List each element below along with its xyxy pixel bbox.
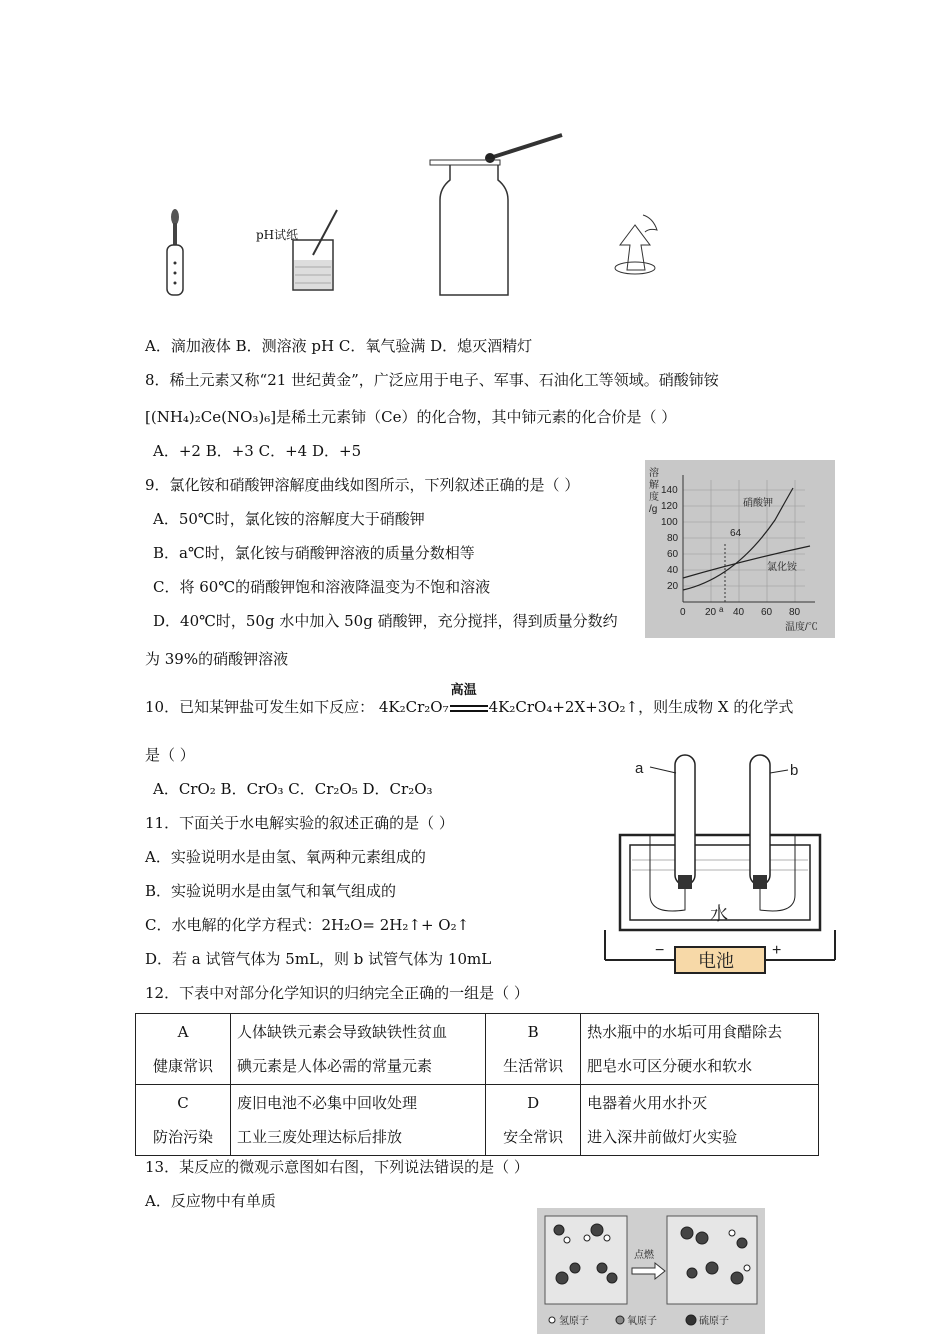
table-row — [136, 1014, 819, 1085]
cell-line: 人体缺铁元素会导致缺铁性贫血 — [237, 1023, 448, 1041]
cell-line: 废旧电池不必集中回收处理 — [237, 1094, 418, 1112]
q10-stem-end: ，则生成物 X 的化学式 — [638, 698, 794, 716]
ph-paper-label: pH试纸 — [256, 228, 299, 242]
q10-products: 4K₂CrO₄+2X+3O₂↑ — [488, 698, 639, 716]
arrow-condition: 点燃 — [634, 1250, 654, 1261]
water-label: 水 — [710, 904, 728, 924]
xtick: 60 — [761, 607, 773, 618]
q12-stem: 12．下表中对部分化学知识的归纳完全正确的一组是（ ） — [145, 984, 529, 1002]
q10-condition-wrap — [449, 683, 489, 717]
cell-category: 安全常识 — [503, 1128, 564, 1146]
cell-category: 健康常识 — [152, 1057, 213, 1075]
equals-sign — [450, 705, 488, 712]
q11-option-b: B．实验说明水是由氢气和氧气组成的 — [145, 882, 397, 900]
table-cell — [581, 1014, 819, 1085]
cell-line: 碘元素是人体必需的常量元素 — [237, 1057, 433, 1075]
reaction-diagram — [537, 1208, 765, 1334]
cell-key: C — [177, 1094, 189, 1112]
electrolysis-figure — [600, 745, 840, 975]
legend-oxygen: 氧原子 — [627, 1316, 657, 1327]
legend-sulfur: 硫原子 — [699, 1316, 729, 1327]
q9-stem: 9．氯化铵和硝酸钾溶解度曲线如图所示，下列叙述正确的是（ ） — [145, 476, 580, 494]
battery-label: 电池 — [698, 951, 734, 971]
q9-option-d-line2: 为 39%的硝酸钾溶液 — [145, 650, 289, 668]
table-cell — [136, 1085, 231, 1156]
cell-line: 肥皂水可区分硬水和软水 — [587, 1057, 753, 1075]
alcohol-lamp-figure — [605, 210, 665, 280]
q8-stem-rest: 是稀土元素铈（Ce）的化合物，其中铈元素的化合价是（ ） — [276, 408, 677, 426]
q10-reactant: 4K₂Cr₂O₇ — [378, 698, 449, 716]
q11-option-d: D．若 a 试管气体为 5mL，则 b 试管气体为 10mL — [145, 950, 492, 968]
ytick: 120 — [661, 501, 678, 512]
x-axis-label: 温度/℃ — [785, 622, 818, 633]
xtick: 0 — [680, 607, 686, 618]
solubility-graph — [645, 460, 835, 638]
q11-stem: 11．下面关于水电解实验的叙述正确的是（ ） — [145, 814, 454, 832]
beaker-figure — [285, 205, 345, 295]
table-cell — [486, 1085, 581, 1156]
q9-option-a: A．50℃时，氯化铵的溶解度大于硝酸钾 — [153, 510, 425, 528]
q8-options: A．+2 B．+3 C．+4 D．+5 — [153, 442, 362, 460]
label-a: a — [635, 760, 644, 777]
y-axis-label: 解 — [649, 480, 659, 491]
cell-line: 进入深井前做灯火实验 — [587, 1128, 738, 1146]
ytick: 80 — [667, 533, 679, 544]
q10-stem — [145, 683, 794, 717]
xtick: 20 — [705, 607, 717, 618]
curve-label-kno3: 硝酸钾 — [743, 498, 773, 509]
legend-hydrogen: 氢原子 — [559, 1316, 589, 1327]
table-cell — [486, 1014, 581, 1085]
ytick: 60 — [667, 549, 679, 560]
cell-line: 热水瓶中的水垢可用食醋除去 — [587, 1023, 783, 1041]
cell-category: 防治污染 — [152, 1128, 213, 1146]
dropper-figure — [155, 205, 195, 300]
cell-line: 工业三废处理达标后排放 — [237, 1128, 403, 1146]
y-axis-label: 溶 — [649, 468, 659, 479]
xtick: 80 — [789, 607, 801, 618]
ytick: 140 — [661, 485, 678, 496]
q10-stem-start: 10．已知某钾盐可发生如下反应： — [145, 698, 375, 716]
q7-options: A．滴加液体 B．测溶液 pH C．氧气验满 D．熄灭酒精灯 — [145, 337, 533, 355]
legend-oxygen-marker — [616, 1316, 624, 1324]
ytick: 100 — [661, 517, 678, 528]
table-cell — [231, 1014, 486, 1085]
ytick: 40 — [667, 565, 679, 576]
q11-option-a: A．实验说明水是由氢、氧两种元素组成的 — [145, 848, 426, 866]
point-label: 64 — [730, 528, 742, 539]
plus-label: + — [772, 942, 782, 959]
q10-stem-line2: 是（ ） — [145, 746, 195, 764]
q10-options: A．CrO₂ B．CrO₃ C．Cr₂O₅ D．Cr₂O₃ — [153, 780, 433, 798]
q8-stem-line1: 8．稀土元素又称“21 世纪黄金”，广泛应用于电子、军事、石油化工等领域。硝酸铈铵 — [145, 371, 719, 389]
cell-category: 生活常识 — [503, 1057, 564, 1075]
knowledge-table — [135, 1013, 819, 1156]
cell-line: 电器着火用水扑灭 — [587, 1094, 708, 1112]
minus-label: − — [655, 942, 665, 959]
cell-key: A — [177, 1023, 189, 1041]
cell-key: B — [527, 1023, 539, 1041]
table-cell — [581, 1085, 819, 1156]
table-cell — [136, 1014, 231, 1085]
ytick: 20 — [667, 581, 679, 592]
xtick: 40 — [733, 607, 745, 618]
q8-stem-line2 — [145, 407, 676, 427]
table-cell — [231, 1085, 486, 1156]
q9-option-c: C．将 60℃的硝酸钾饱和溶液降温变为不饱和溶液 — [153, 578, 491, 596]
q8-formula: [(NH₄)₂Ce(NO₃)₆] — [145, 408, 277, 426]
q13-stem: 13．某反应的微观示意图如右图，下列说法错误的是（ ） — [145, 1158, 529, 1176]
cell-key: D — [527, 1094, 540, 1112]
label-b: b — [790, 762, 799, 779]
xtick: a — [719, 605, 724, 614]
q13-option-a: A．反应物中有单质 — [145, 1192, 276, 1210]
y-axis-label: 度 — [649, 492, 659, 503]
gas-jar-figure — [420, 130, 570, 300]
curve-label-nh4cl: 氯化铵 — [767, 562, 797, 573]
y-axis-label: /g — [649, 504, 658, 515]
legend-sulfur-marker — [686, 1315, 696, 1325]
q9-option-d-line1: D．40℃时，50g 水中加入 50g 硝酸钾，充分搅拌，得到质量分数约 — [153, 612, 618, 630]
q10-condition: 高温 — [450, 683, 477, 698]
table-row — [136, 1085, 819, 1156]
q9-option-b: B．a℃时，氯化铵与硝酸钾溶液的质量分数相等 — [153, 544, 475, 562]
legend-hydrogen-marker — [549, 1317, 555, 1323]
q11-option-c: C．水电解的化学方程式：2H₂O= 2H₂↑+ O₂↑ — [145, 916, 470, 934]
